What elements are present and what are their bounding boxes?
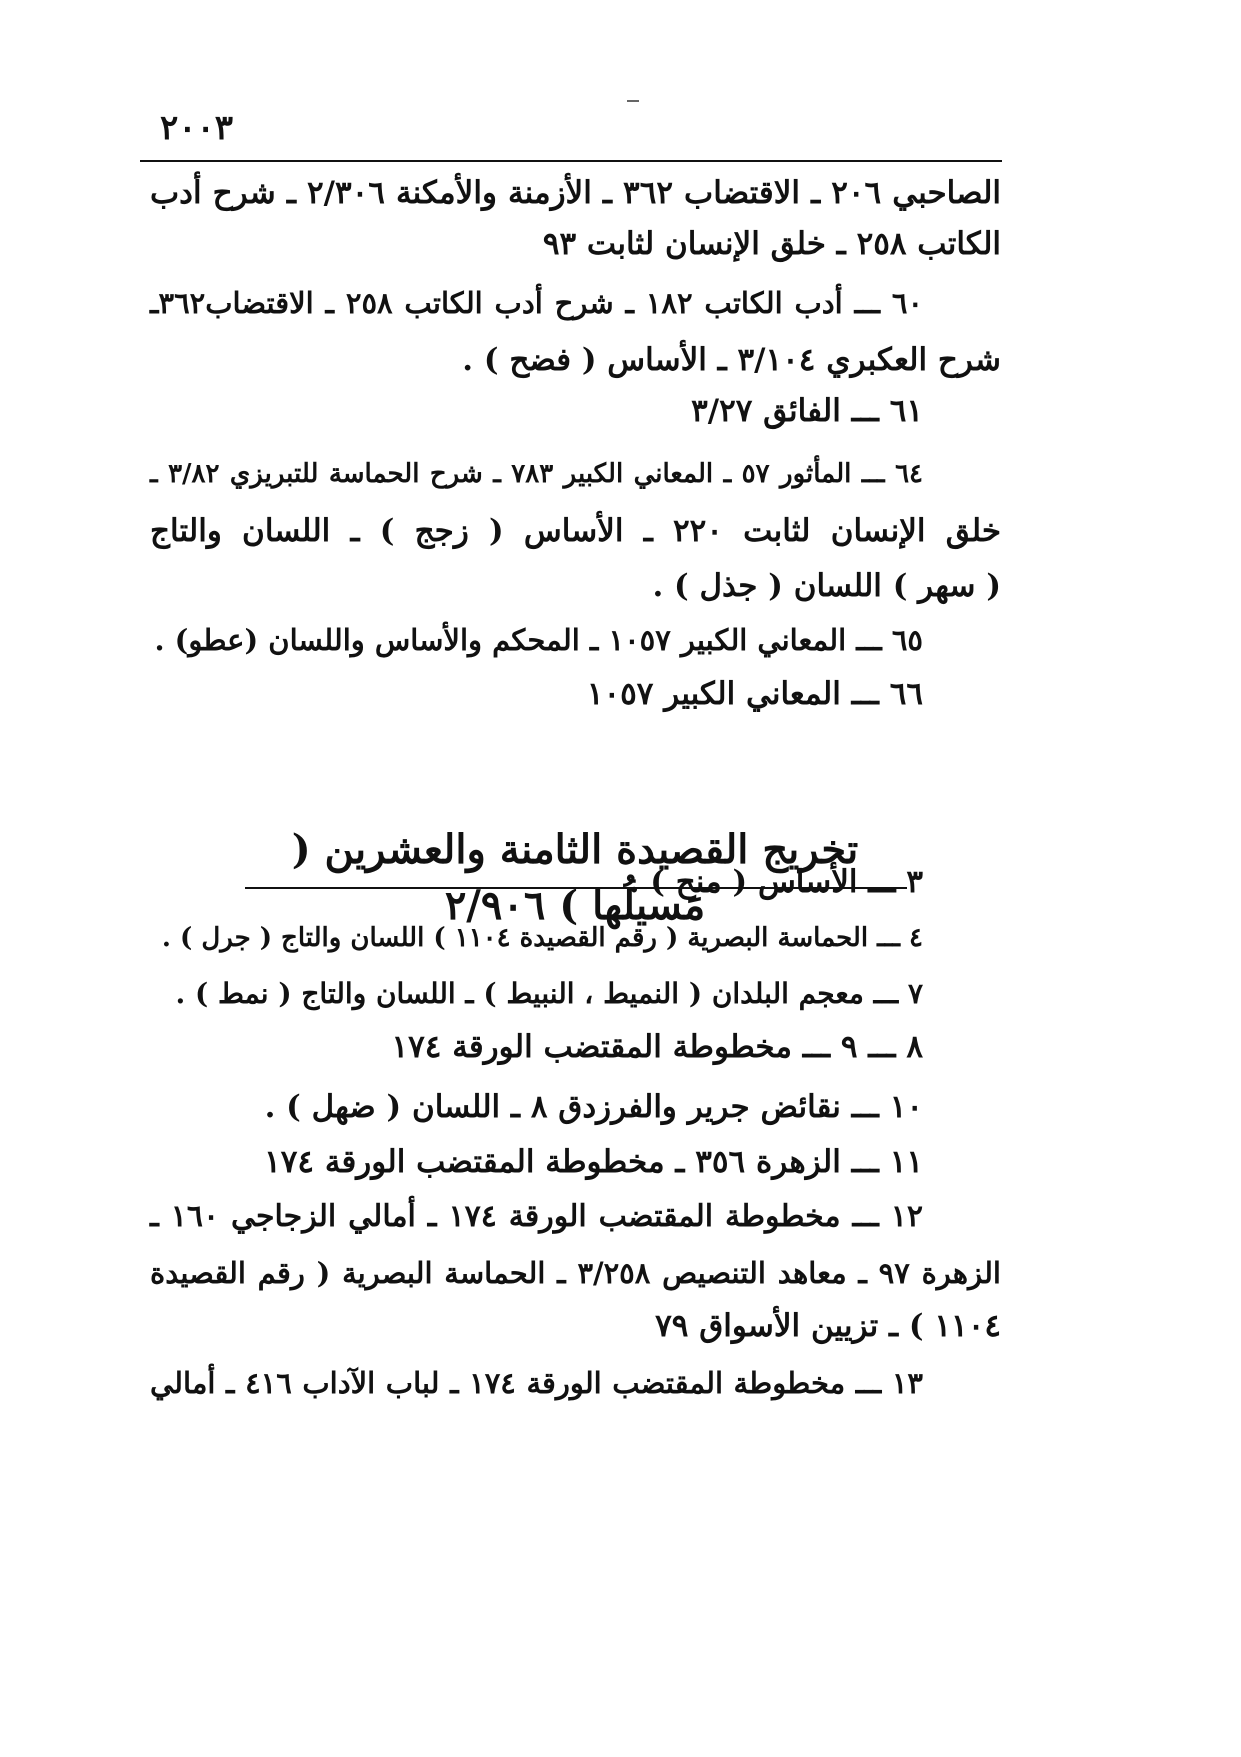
text-line: ١١٠٤ ) ـ تزيين الأسواق ٧٩: [655, 1308, 1001, 1344]
text-line: ١٠ ـــ نقائض جرير والفرزدق ٨ ـ اللسان ( ضهل ) .: [264, 1089, 923, 1125]
text-line: ٧ ـــ معجم البلدان ( النميط ، النبيط ) ـ اللسان والتاج ( نمط ) .: [175, 977, 923, 1010]
text-line: ٨ ـــ ٩ ـــ مخطوطة المقتضب الورقة ١٧٤: [391, 1029, 923, 1065]
text-line: خلق الإنسان لثابت ٢٢٠ ـ الأساس ( زجج ) ـ اللسان والتاج: [150, 513, 1001, 549]
text-line: ( سهر ) اللسان ( جذل ) .: [652, 568, 1001, 604]
text-line: ١٢ ـــ مخطوطة المقتضب الورقة ١٧٤ ـ أمالي الزجاجي ١٦٠ ـ: [150, 1199, 923, 1234]
section-heading: تخريج القصيدة الثامنة والعشرين ( مَسيلُها ) ٢/٩٠٦: [291, 826, 859, 929]
text-line: ٦٥ ـــ المعاني الكبير ١٠٥٧ ـ المحكم والأساس واللسان (عطو) .: [154, 623, 923, 657]
header-rule: [140, 160, 1002, 162]
text-line: ٦١ ـــ الفائق ٣/٢٧: [691, 393, 923, 429]
text-line: ٦٤ ـــ المأثور ٥٧ ـ المعاني الكبير ٧٨٣ ـ شرح الحماسة للتبريزي ٣/٨٢ ـ: [150, 459, 923, 489]
page-number: ٢٠٠٣: [160, 108, 234, 148]
text-line: ٦٠ ـــ أدب الكاتب ١٨٢ ـ شرح أدب الكاتب ٢٥٨ ـ الاقتضاب٣٦٢ـ: [150, 286, 924, 320]
text-line: الزهرة ٩٧ ـ معاهد التنصيص ٣/٢٥٨ ـ الحماسة البصرية ( رقم القصيدة: [150, 1256, 1001, 1290]
text-line: ١٣ ـــ مخطوطة المقتضب الورقة ١٧٤ ـ لباب الآداب ٤١٦ ـ أمالي: [150, 1366, 923, 1400]
text-line: الكاتب ٢٥٨ ـ خلق الإنسان لثابت ٩٣: [542, 226, 1001, 262]
text-line: ١١ ـــ الزهرة ٣٥٦ ـ مخطوطة المقتضب الورقة ١٧٤: [264, 1144, 923, 1180]
text-line: ٣ ـــ الأساس ( منح ) .: [628, 864, 923, 900]
ink-mark: [627, 100, 639, 102]
text-line: ٦٦ ـــ المعاني الكبير ١٠٥٧: [586, 676, 923, 712]
text-line: شرح العكبري ٣/١٠٤ ـ الأساس ( فضح ) .: [462, 342, 1001, 378]
text-line: ٤ ـــ الحماسة البصرية ( رقم القصيدة ١١٠٤ ) اللسان والتاج ( جرل ) .: [161, 923, 923, 953]
text-line: الصاحبي ٢٠٦ ـ الاقتضاب ٣٦٢ ـ الأزمنة والأمكنة ٢/٣٠٦ ـ شرح أدب: [150, 175, 1002, 211]
